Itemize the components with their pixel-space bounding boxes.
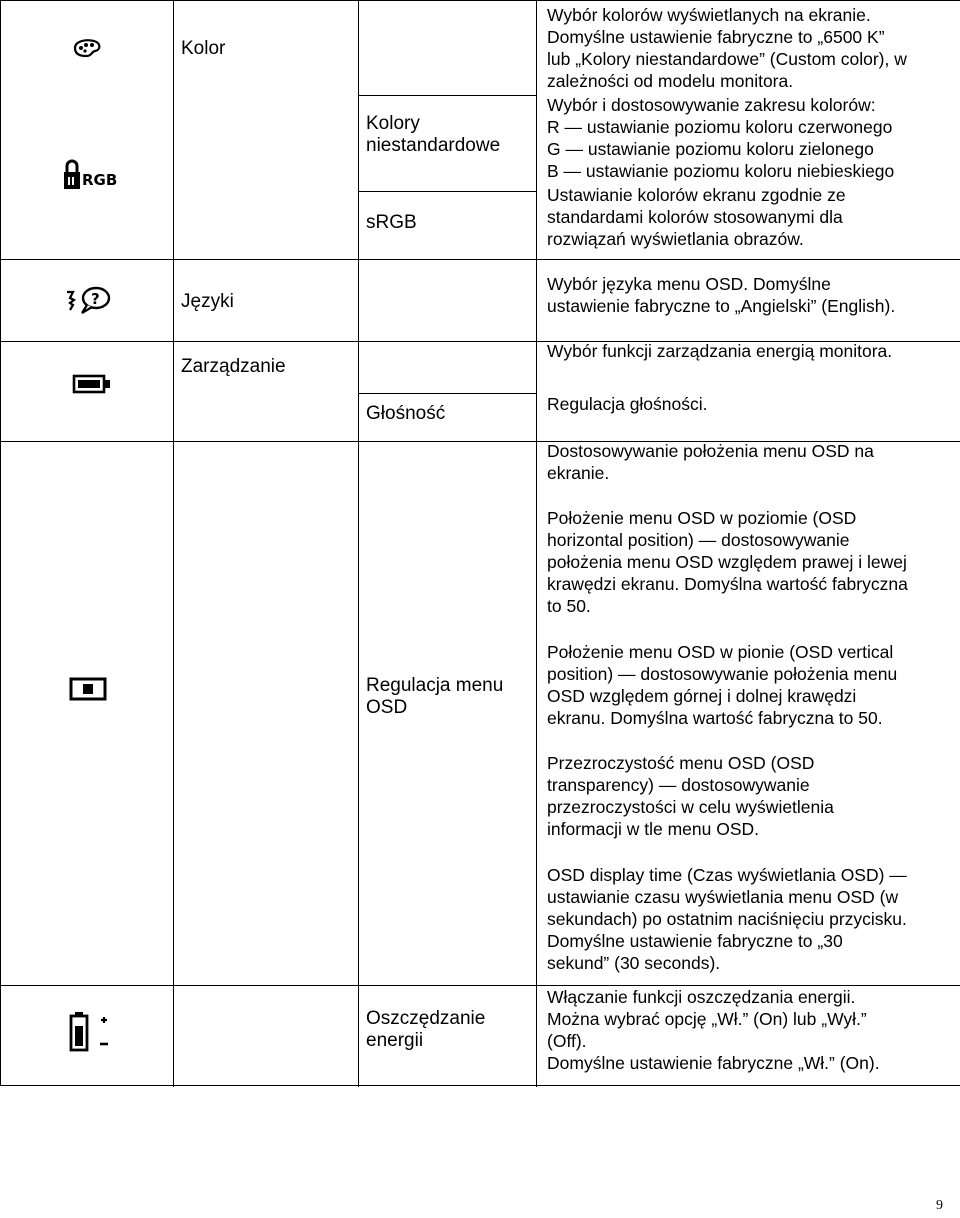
desc-line: B — ustawianie poziomu koloru niebieskiego [547,161,895,181]
desc-line: position) — dostosowywanie położenia menu [547,664,898,684]
row-divider [1,1085,960,1086]
page-number: 9 [936,1198,943,1213]
desc-line: przezroczystości w celu wyświetlenia [547,797,834,817]
desc-line: transparency) — dostosowywanie [547,775,810,795]
desc-line: Położenie menu OSD w pionie (OSD vertical [547,642,894,662]
row-label-kolor: Kolor [181,38,226,59]
desc-line: Ustawianie kolorów ekranu zgodnie ze [547,185,846,205]
row-divider [359,95,537,96]
desc-line: Domyślne ustawienie fabryczne „Wł.” (On). [547,1053,880,1073]
palette-icon [72,38,102,63]
desc-line: to 50. [547,596,591,616]
desc-line: Domyślne ustawienie fabryczne to „30 [547,931,843,951]
desc-line: rozwiązań wyświetlania obrazów. [547,229,804,249]
desc-line: ekranie. [547,463,610,483]
desc-line: Domyślne ustawienie fabryczne to „6500 K” [547,27,885,47]
desc-line: Przezroczystość menu OSD (OSD [547,753,815,773]
row-label-osd-1: Regulacja menu [366,675,504,696]
row-label-jezyki: Języki [181,291,234,312]
desc-line: G — ustawianie poziomu koloru zielonego [547,139,874,159]
desc-line: zależności od modelu monitora. [547,71,794,91]
desc-line: (Off). [547,1031,587,1051]
desc-line: ustawianie czasu wyświetlania menu OSD (w [547,887,899,907]
row-label-energia-2: energii [366,1030,424,1051]
desc-line: Wybór języka menu OSD. Domyślne [547,274,831,294]
desc-line: lub „Kolory niestandardowe” (Custom color), w [547,49,907,69]
desc-line: położenia menu OSD względem prawej i lewej [547,552,907,572]
row-label-custom-2: niestandardowe [366,135,501,156]
row-label-zarzadzanie: Zarządzanie [181,356,286,377]
desc-line: ustawienie fabryczne to „Angielski” (English). [547,296,896,316]
desc-line: Położenie menu OSD w poziomie (OSD [547,508,857,528]
desc-line: sekund” (30 seconds). [547,953,721,973]
svg-text:?: ? [91,290,100,308]
language-speech-icon [64,286,112,321]
desc-line: krawędzi ekranu. Domyślna wartość fabryczna [547,574,908,594]
row-divider [1,259,960,260]
desc-line: OSD display time (Czas wyświetlania OSD) — [547,865,907,885]
desc-line: ekranu. Domyślna wartość fabryczna to 50. [547,708,883,728]
row-divider [359,191,537,192]
desc-line: Wybór funkcji zarządzania energią monitora. [547,341,893,361]
row-label-custom-1: Kolory [366,113,420,134]
desc-line: informacji w tle menu OSD. [547,819,760,839]
row-label-glosnosc: Głośność [366,403,446,424]
table-border [1,441,174,985]
desc-line: Można wybrać opcję „Wł.” (On) lub „Wył.” [547,1009,867,1029]
desc-line: standardami kolorów stosowanymi dla [547,207,843,227]
table-border [359,1,537,1087]
desc-line: Wybór i dostosowywanie zakresu kolorów: [547,95,876,115]
desc-line: Regulacja głośności. [547,394,708,414]
row-divider [359,393,537,394]
table-border [174,1,359,1087]
desc-line: OSD względem górnej i dolnej krawędzi [547,686,857,706]
row-label-energia-1: Oszczędzanie [366,1008,486,1029]
desc-line: Wybór kolorów wyświetlanych na ekranie. [547,5,871,25]
management-icon [72,373,112,400]
svg-text:RGB: RGB [82,171,118,189]
battery-plus-minus-icon [68,1010,112,1059]
osd-menu-icon [68,676,108,707]
row-label-osd-2: OSD [366,697,408,718]
desc-line: Dostosowywanie położenia menu OSD na [547,441,874,461]
desc-line: sekundach) po ostatnim naciśnięciu przycisku. [547,909,907,929]
lock-rgb-icon [60,158,120,197]
desc-line: Włączanie funkcji oszczędzania energii. [547,987,856,1007]
desc-line: horizontal position) — dostosowywanie [547,530,850,550]
desc-line: R — ustawianie poziomu koloru czerwonego [547,117,893,137]
row-label-srgb: sRGB [366,212,417,233]
